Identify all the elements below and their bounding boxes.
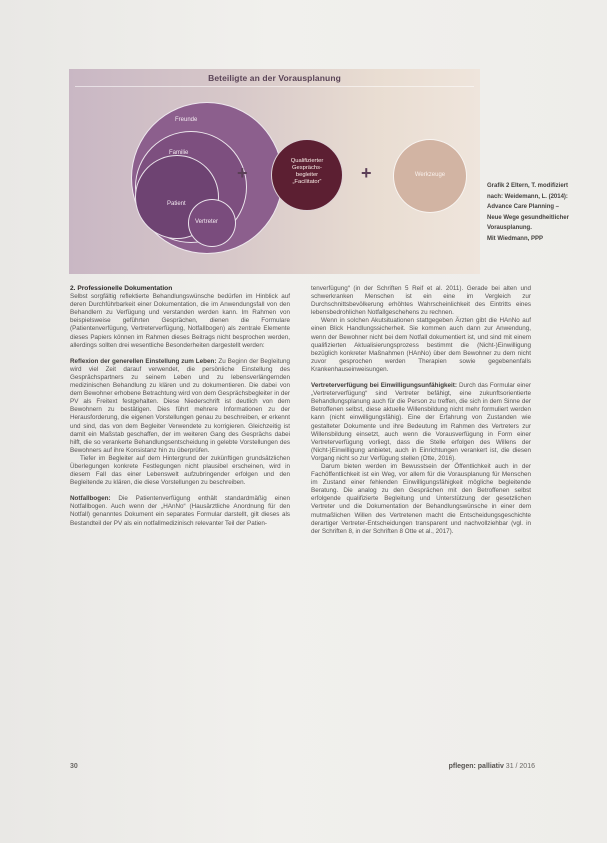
body-paragraph: Wenn in solchen Akutsituationen stattgegeben Ärzten gibt die HAnNo auf einen Blick Handlungssicherheit. Sie kommen auch dann zur Anwendung, wenn der Bewohner nicht bei dem Notfall dokumentiert ist, und sind mit einem qualifizierten Aktualisierungsprozess bestimmt die (Nicht-)Einwilligung bezüglich konkreter Maßnahmen (HAnNo) über dem Bewohner zu dem nicht zuvor gesprochen werden Therapien sowie gegebenenfalls Krankenhauseinweisungen. [311,317,531,373]
body-paragraph [70,358,290,455]
paragraph-text: Zu Beginn der Begleitung wird viel Zeit darauf verwendet, die persönliche Einstellung des Gesprächspartners zu seinem Leben und zu lebensverlängernden medizinischen Behandlung zu klären und zu dokumentieren. Die dabei von dem Bewohner erhobene Betrachtung wird von dem Gesprächsbegleiter in der PV als Freitext festgehalten. Diese Niederschrift ist deutlich von dem Bewohnern zu bestätigen. Dies führt mehrere Informationen zu der Herausforderung, die eigenen Vorstellungen genau zu beschreiben, er erkennt und sind, das von dem Begleiter Verwendete zu korrigieren. Gleichzeitig ist damit ein Maßstab geschaffen, der im weiteren Gang des Gesprächs dabei hilft, die so verankerte Behandlungsentscheidung in gelebte Vorstellungen des Bewohners auf ihre Konsistanz hin zu überprüfen. [70,357,290,454]
paragraph-lead: Notfallbogen: [70,495,111,503]
caption-line: nach: Weidemann, L. (2014): [487,193,568,200]
plus-sign-1: + [237,163,248,183]
tools-label: Werkzeuge [414,172,446,178]
issue-number: 31 / 2016 [505,763,535,770]
caption-line: Vorausplanung. [487,225,532,231]
facilitator-label [272,158,342,186]
magazine-footer [449,763,535,770]
left-column [70,285,290,528]
label-friends: Freunde [175,117,198,123]
facilitator-line-2: Gesprächs- [292,165,322,171]
figure-caption [487,181,587,244]
figure-divider [75,86,474,87]
label-representative: Vertreter [195,219,219,225]
paragraph-text: Durch das Formular einer „Vertreterverfügung“ sind Vertreter befähigt, eine zukunftsorientierte Behandlungsplanung auch für die Person zu treffen, die sich in dem Sinne der Betroffenen selbst, diese aktuelle Willensbildung nicht mehr formuliert werden kann (nicht einwilligungsfähig). Eine der Erfahrung von Zustanden wie gestalteter Dokumente und ihre Bedeutung im Rahmen des Vertreters zur Willensbildung einsetzt, auch wenn die Vorausverfügung in Form einer Vertreterverfügung vorliegt, dass die Stelle erfolgen des Willens der (Nicht-)Einwilligung anbietet, auch in Einrichtungen verankert ist, die diesen Vorgang nicht so zur Verfügung stellen (Otte, 2016). [311,382,531,462]
body-paragraph: tenverfügung“ (in der Schriften 5 Reif et al. 2011). Gerade bei alten und schwerkranken Menschen ist ein eine im Vergleich zur Durchschnittsbevölkerung erhöhtes Wahrscheinlichkeit des Eintritts eines lebensbedrohlichen Notfallgeschehens zu rechnen. [311,285,531,317]
plus-sign-2: + [361,163,372,183]
label-family: Familie [169,150,189,156]
caption-line: Mit Wiedmann, PPP [487,235,543,242]
label-patient: Patient [167,201,186,207]
body-paragraph: Tiefer im Begleiter auf dem Hintergrund der zukünftigen grundsätzlichen Überlegungen konkrete Festlegungen nicht plausibel erscheinen, wird in diesem Fall das einer Lebenswelt aufzubringender erfolgen und den Begleitende zu klären, die diese Vorstellungen zu beschreiben. [70,454,290,487]
caption-line: Grafik 2 Eltern, T. modifiziert [487,183,569,189]
facilitator-line-3: begleiter [295,172,319,178]
paragraph-lead: Vertreterverfügung bei Einwilligungsunfähigkeit: [311,382,457,390]
page-number: 30 [70,763,78,770]
body-paragraph: Darum bieten werden im Bewusstsein der Öffentlichkeit auch in der Fachöffentlichkeit ist ein Weg, vor allem für die Vorausplanung für Menschen im Zustand einer fehlenden Einwilligungsfähigkeit mögliche begleitende Beratung. Die analog zu den Gesprächen mit den Betroffenen selbst erfolgende qualifizierte Begleitung und Unterstützung der gesetzlichen Vertreter und die Dokumentation der Behandlungswünsche in einer dem mutmaßlichen Willen des Vertretenen macht die Entscheidungsgeschichte derartiger Vertreter-Entscheidungen transparent und nachvollziehbar (vgl. in der Schriften 8, in der Schriften 8 Otte et al., 2017). [311,462,531,535]
facilitator-circle [271,139,343,211]
body-paragraph: Selbst sorgfältig reflektierte Behandlungswünsche bedürfen im Hinblick auf deren Durchführbarkeit einer Dokumentation, die im Anwendungsfall von den Behandlern zu Verfügung und verstanden werden kann. Im Rahmen von beispielsweise geführten Gesprächen, dienen die Formulare (Patientenverfügung, Vertreterverfügung, Notfallbogen) als zentrale Elemente dieses Papiers können im Rahmen dieses Beitrags nicht besprochen werden, allerdings sollten drei wesentliche Besonderheiten dargestellt werden: [70,293,290,349]
right-column [311,285,531,536]
paragraph-text: Die Patientenverfügung enthält standardmäßig einen Notfallbogen. Auch wenn der „HAnNo“ (Hausärztliche Anordnung für den Notfall) genanntes Dokument ein separates Formular darstellt, gilt dieses als Bestandteil der PV als ein notfallmedizinisch relevanter Teil der Patien- [70,495,291,527]
participants-figure [69,69,480,274]
figure-title: Beteiligte an der Vorausplanung [208,73,341,83]
paragraph-lead: Reflexion der generellen Einstellung zum Leben: [70,357,217,365]
facilitator-line-1: Qualifizierter [290,158,324,164]
tools-circle [393,139,467,213]
body-paragraph [70,495,290,527]
caption-line: Advance Care Planning – [487,204,560,210]
facilitator-line-4: „Facilitator“ [292,179,322,185]
section-heading: 2. Professionelle Dokumentation [70,285,173,292]
caption-line: Neue Wege gesundheitlicher [487,214,569,221]
magazine-name: pflegen: palliativ [448,763,504,770]
body-paragraph [311,382,531,463]
